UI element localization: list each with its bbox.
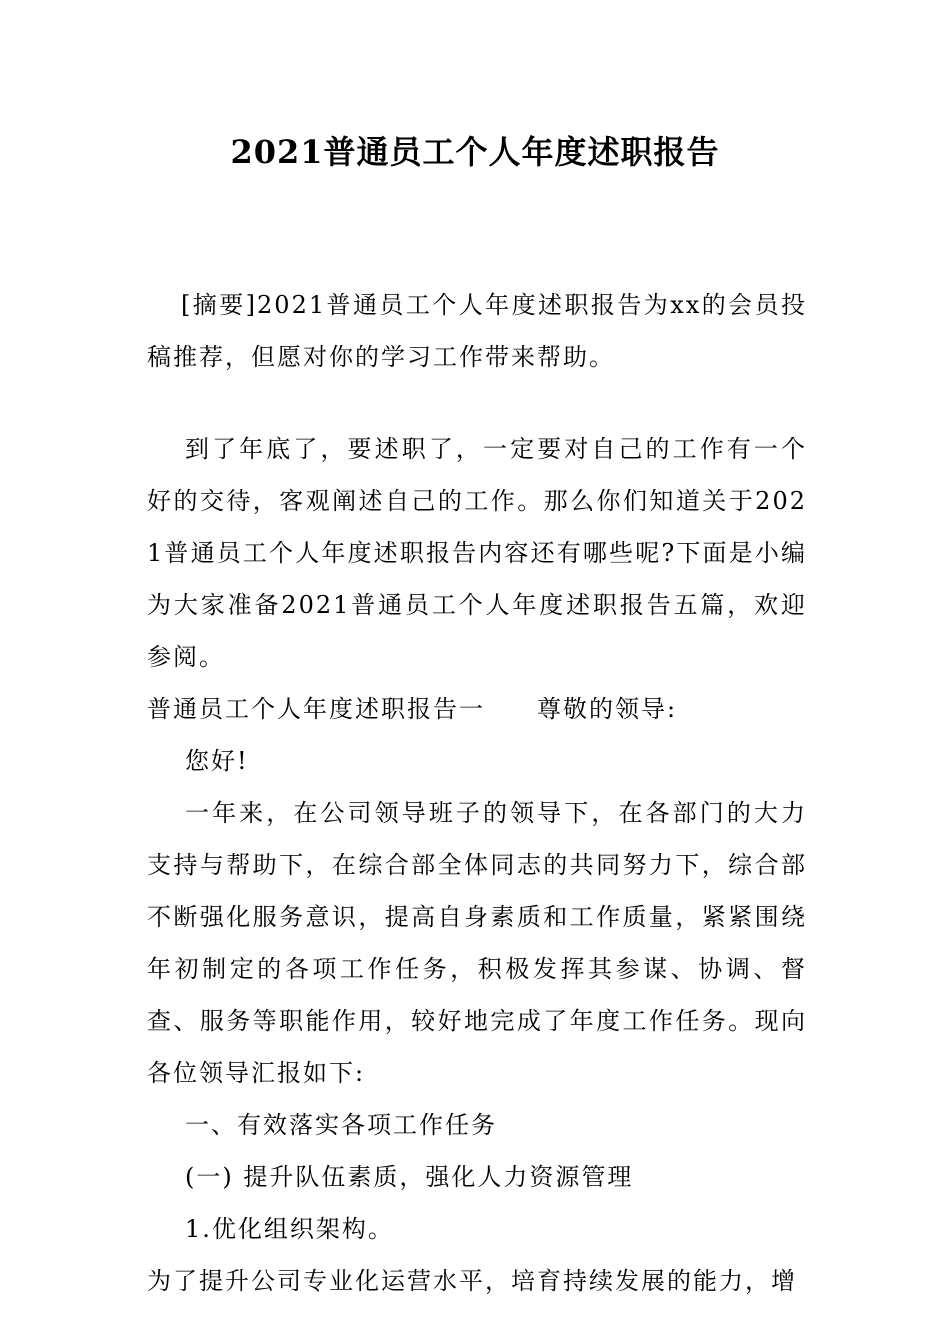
report-paragraph-continued: 为了提升公司专业化运营水平，培育持续发展的能力，增 <box>147 1267 797 1295</box>
abstract-block <box>147 279 807 383</box>
abstract-paragraph: [摘要]2021普通员工个人年度述职报告为xx的会员投稿推荐，但愿对你的学习工作带来帮助。 <box>147 291 807 371</box>
report-paragraph: 一年来，在公司领导班子的领导下，在各部门的大力支持与帮助下，在综合部全体同志的共同努力下，综合部不断强化服务意识，提高自身素质和工作质量，紧紧围绕年初制定的各项工作任务，积极发挥其参谋、协调、督查、服务等职能作用，较好地完成了年度工作任务。现向各位领导汇报如下: <box>147 799 807 1087</box>
document-title: 2021普通员工个人年度述职报告 <box>230 133 720 171</box>
main-body <box>147 423 807 1307</box>
section-heading: 普通员工个人年度述职报告一 尊敬的领导: <box>147 695 678 723</box>
heading-level-3: 1.优化组织架构。 <box>185 1215 394 1243</box>
heading-level-1: 一、有效落实各项工作任务 <box>185 1111 497 1139</box>
heading-level-2: (一) 提升队伍素质，强化人力资源管理 <box>185 1163 634 1191</box>
greeting-line: 您好! <box>185 747 249 775</box>
intro-paragraph: 到了年底了，要述职了，一定要对自己的工作有一个好的交待，客观阐述自己的工作。那么你们知道关于2021普通员工个人年度述职报告内容还有哪些呢?下面是小编为大家准备2021普通员工个人年度述职报告五篇，欢迎参阅。 <box>147 435 807 671</box>
